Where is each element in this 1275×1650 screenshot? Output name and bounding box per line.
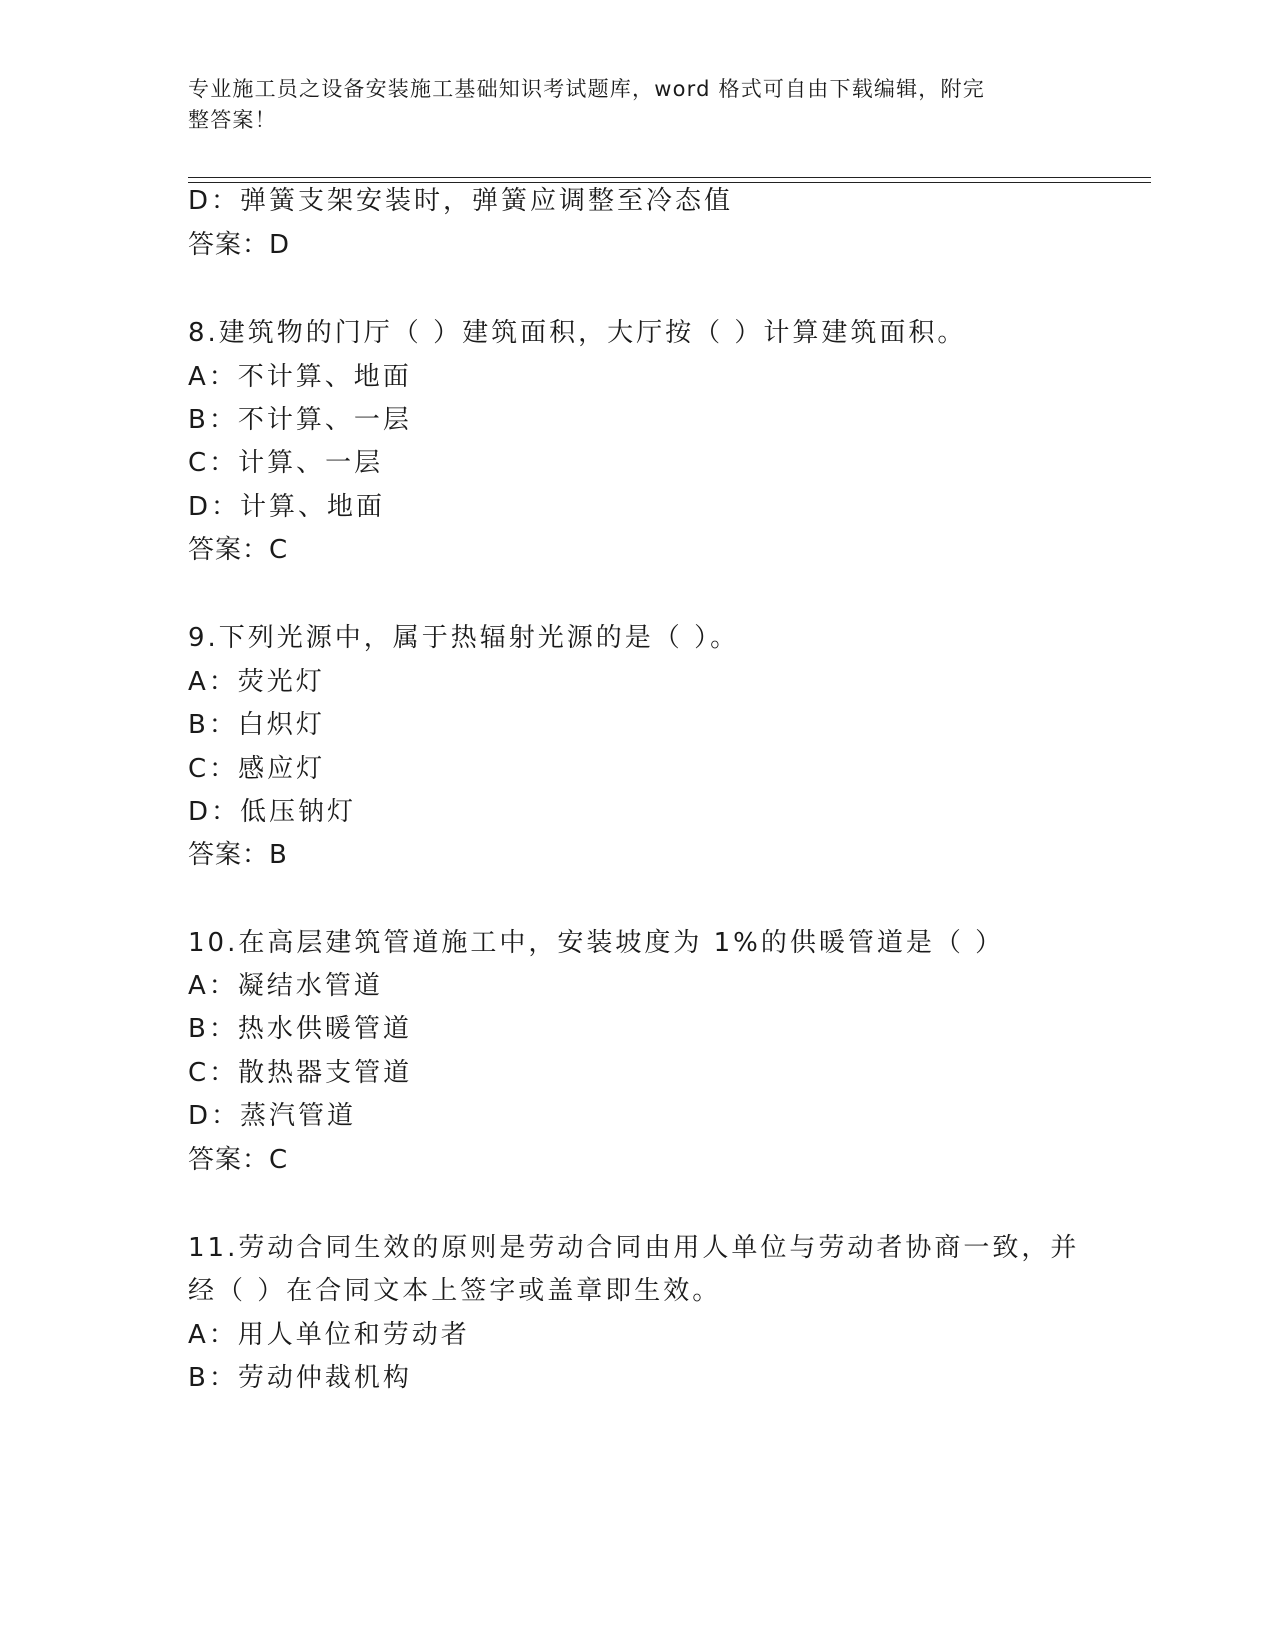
q8-option-d: D：计算、地面 — [188, 492, 386, 522]
q8-stem: 8.建筑物的门厅（ ）建筑面积，大厅按（ ）计算建筑面积。 — [188, 318, 967, 348]
prev-option-d: D：弹簧支架安装时，弹簧应调整至冷态值 — [188, 186, 734, 216]
q10-answer: 答案：C — [188, 1145, 289, 1175]
q10-option-d: D：蒸汽管道 — [188, 1101, 357, 1131]
q8-option-a: A：不计算、地面 — [188, 362, 412, 392]
q11-stem-line-1: 11.劳动合同生效的原则是劳动合同由用人单位与劳动者协商一致，并 — [188, 1233, 1080, 1263]
page-header — [188, 74, 1068, 136]
q8-answer: 答案：C — [188, 535, 289, 565]
q10-option-b: B：热水供暖管道 — [188, 1014, 412, 1044]
header-divider-bottom — [188, 182, 1151, 183]
header-divider-top — [188, 177, 1151, 178]
q11-stem-line-2: 经（ ）在合同文本上签字或盖章即生效。 — [188, 1276, 722, 1306]
q8-option-c: C：计算、一层 — [188, 448, 384, 478]
header-line-1: 专业施工员之设备安装施工基础知识考试题库，word 格式可自由下载编辑，附完 — [188, 77, 985, 101]
q9-answer: 答案：B — [188, 840, 288, 870]
q10-option-c: C：散热器支管道 — [188, 1058, 413, 1088]
q9-option-b: B：白炽灯 — [188, 710, 325, 740]
q8-option-b: B：不计算、一层 — [188, 405, 412, 435]
q9-stem: 9.下列光源中，属于热辐射光源的是（ ）。 — [188, 623, 740, 653]
q9-option-d: D：低压钠灯 — [188, 797, 357, 827]
q11-option-a: A：用人单位和劳动者 — [188, 1320, 470, 1350]
q9-option-a: A：荧光灯 — [188, 667, 325, 697]
header-line-2: 整答案！ — [188, 108, 277, 132]
prev-answer: 答案：D — [188, 230, 291, 260]
q10-stem: 10.在高层建筑管道施工中，安装坡度为 1%的供暖管道是（ ） — [188, 928, 1005, 958]
q9-option-c: C：感应灯 — [188, 754, 326, 784]
q11-option-b: B：劳动仲裁机构 — [188, 1363, 412, 1393]
q10-option-a: A：凝结水管道 — [188, 971, 383, 1001]
